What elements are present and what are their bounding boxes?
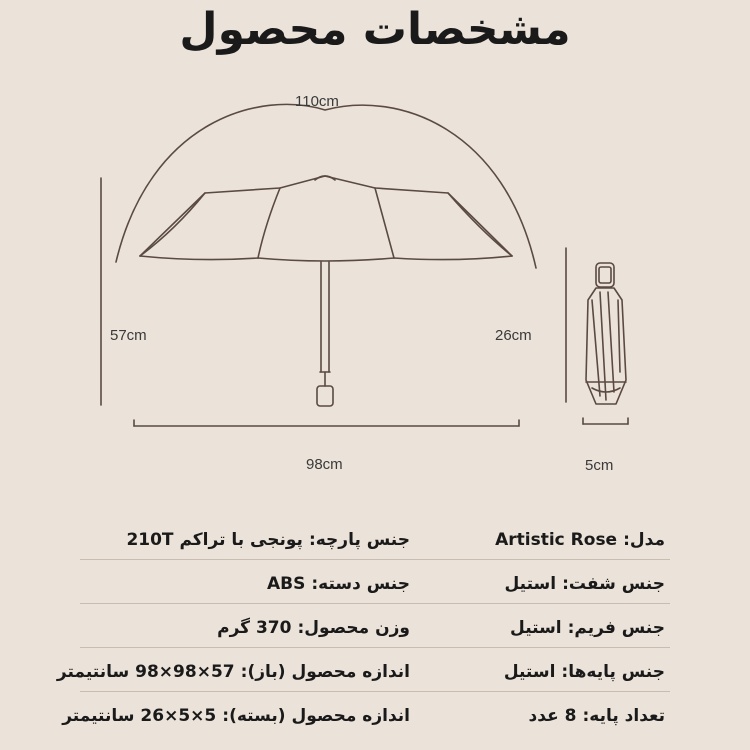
spec-size-closed: [62, 706, 410, 726]
spec-label: جنس پایه‌ها:: [561, 662, 665, 682]
row-divider: [80, 647, 670, 648]
spec-value: 8 عدد: [528, 706, 577, 726]
spec-size-open: [57, 662, 410, 682]
spec-label: جنس پارچه:: [308, 530, 410, 550]
spec-value: استیل: [504, 574, 557, 594]
spec-weight: [217, 618, 410, 638]
spec-ribs: [504, 662, 665, 682]
row-divider: [80, 559, 670, 560]
spec-rib-count: [529, 706, 665, 726]
closed-width-label: 5cm: [585, 457, 614, 474]
spec-handle: [267, 574, 410, 594]
spec-label: اندازه محصول (بسته):: [222, 706, 410, 726]
spec-label: تعداد پایه:: [582, 706, 665, 726]
open-width-label: 98cm: [306, 456, 343, 473]
spec-label: جنس شفت:: [562, 574, 665, 594]
spec-value: Artistic Rose: [495, 530, 618, 550]
spec-label: وزن محصول:: [297, 618, 410, 638]
spec-shaft: [505, 574, 666, 594]
page-title: مشخصات محصول: [179, 4, 571, 55]
spec-label: اندازه محصول (باز):: [240, 662, 410, 682]
spec-value: استیل: [503, 662, 556, 682]
arc-dimension-line: [116, 104, 536, 268]
spec-label: جنس دسته:: [311, 574, 410, 594]
spec-value: 370 گرم: [217, 618, 292, 638]
row-divider: [80, 691, 670, 692]
open-umbrella-icon: [140, 176, 512, 406]
spec-value: استیل: [510, 618, 562, 638]
row-divider: [80, 603, 670, 604]
spec-table: [0, 522, 750, 750]
closed-umbrella-icon: [586, 263, 626, 404]
spec-fabric: [126, 530, 410, 550]
spec-label: جنس فریم:: [567, 618, 665, 638]
spec-frame: [510, 618, 665, 638]
spec-label: مدل:: [623, 530, 665, 550]
spec-value: ABS: [267, 574, 306, 594]
spec-value: 57×98×98 سانتیمتر: [56, 662, 235, 682]
spec-model: [495, 530, 665, 550]
arc-width-label: 110cm: [295, 93, 339, 110]
open-height-label: 57cm: [110, 327, 147, 344]
spec-value: 5×5×26 سانتیمتر: [62, 706, 217, 726]
spec-value: پونجی با تراکم 210T: [126, 530, 303, 550]
closed-height-label: 26cm: [495, 327, 532, 344]
